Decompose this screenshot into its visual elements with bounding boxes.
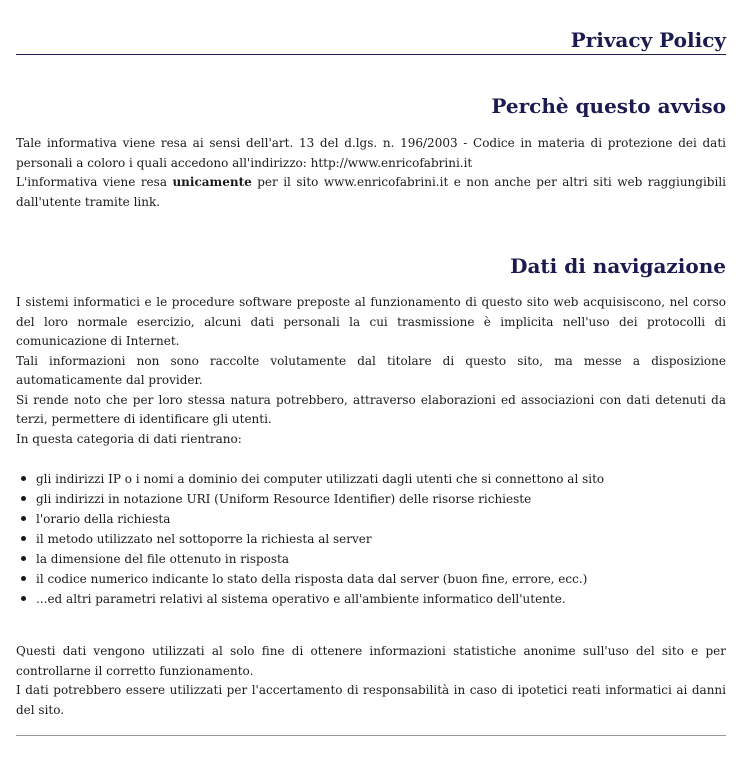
paragraph: I dati potrebbero essere utilizzati per l'accertamento di responsabilità in caso di ipotetici reati informatici ai danni del sito. bbox=[16, 683, 726, 717]
section-heading-navigazione: Dati di navigazione bbox=[510, 254, 726, 278]
list-item bbox=[36, 589, 736, 609]
list-item-text: l'orario della richiesta bbox=[36, 512, 171, 526]
list-item bbox=[36, 549, 736, 569]
list-item-text: il metodo utilizzato nel sottoporre la richiesta al server bbox=[36, 532, 372, 546]
bullet-icon bbox=[21, 576, 26, 581]
page-title: Privacy Policy bbox=[570, 28, 726, 52]
list-item-text: gli indirizzi in notazione URI (Uniform Resource Identifier) delle risorse richieste bbox=[36, 492, 532, 506]
list-item-text: il codice numerico indicante lo stato della risposta data dal server (buon fine, errore, ecc.) bbox=[36, 572, 588, 586]
bullet-icon bbox=[21, 536, 26, 541]
section-avviso-body bbox=[16, 134, 726, 212]
bullet-icon bbox=[21, 556, 26, 561]
section-navigazione-body bbox=[16, 293, 726, 449]
title-divider bbox=[16, 54, 726, 55]
paragraph: I sistemi informatici e le procedure software preposte al funzionamento di questo sito web acquisiscono, nel corso del loro normale esercizio, alcuni dati personali la cui trasmissione è implicita nell'uso dei protocolli di comunicazione di Internet. bbox=[16, 295, 726, 348]
bullet-icon bbox=[21, 596, 26, 601]
paragraph: Tali informazioni non sono raccolte volutamente dal titolare di questo sito, ma messe a disposizione automaticamente dal provider. bbox=[16, 353, 726, 387]
bullet-icon bbox=[21, 516, 26, 521]
list-item bbox=[36, 489, 736, 509]
list-item bbox=[36, 509, 736, 529]
list-item bbox=[36, 469, 736, 489]
paragraph-text: per il sito www.enricofabrini.it e non anche per altri siti web raggiungibili dall'utente tramite link. bbox=[16, 175, 726, 209]
list-item-text: la dimensione del file ottenuto in risposta bbox=[36, 552, 290, 566]
paragraph: Tale informativa viene resa ai sensi dell'art. 13 del d.lgs. n. 196/2003 - Codice in materia di protezione dei dati personali a coloro i quali accedono all'indirizzo: http://www.enricofabrini.it bbox=[16, 136, 726, 170]
paragraph-unicamente bbox=[16, 173, 726, 212]
paragraph: Questi dati vengono utilizzati al solo fine di ottenere informazioni statistiche anonime sull'uso del sito e per controllarne il corretto funzionamento. bbox=[16, 644, 726, 678]
list-item-text: ...ed altri parametri relativi al sistema operativo e all'ambiente informatico dell'utente. bbox=[36, 592, 566, 606]
list-item bbox=[36, 529, 736, 549]
bottom-divider bbox=[16, 735, 726, 736]
section-navigazione-footer bbox=[16, 642, 726, 720]
data-category-list bbox=[16, 469, 736, 609]
paragraph: In questa categoria di dati rientrano: bbox=[16, 431, 242, 446]
paragraph: Si rende noto che per loro stessa natura potrebbero, attraverso elaborazioni ed associazioni con dati detenuti da terzi, permettere di identificare gli utenti. bbox=[16, 392, 726, 426]
section-heading-avviso: Perchè questo avviso bbox=[491, 94, 726, 118]
emphasis-text: unicamente bbox=[172, 175, 252, 189]
paragraph-text: L'informativa viene resa bbox=[16, 175, 173, 189]
bullet-icon bbox=[21, 496, 26, 501]
bullet-icon bbox=[21, 476, 26, 481]
list-item bbox=[36, 569, 736, 589]
list-item-text: gli indirizzi IP o i nomi a dominio dei computer utilizzati dagli utenti che si connettono al sito bbox=[36, 472, 605, 486]
